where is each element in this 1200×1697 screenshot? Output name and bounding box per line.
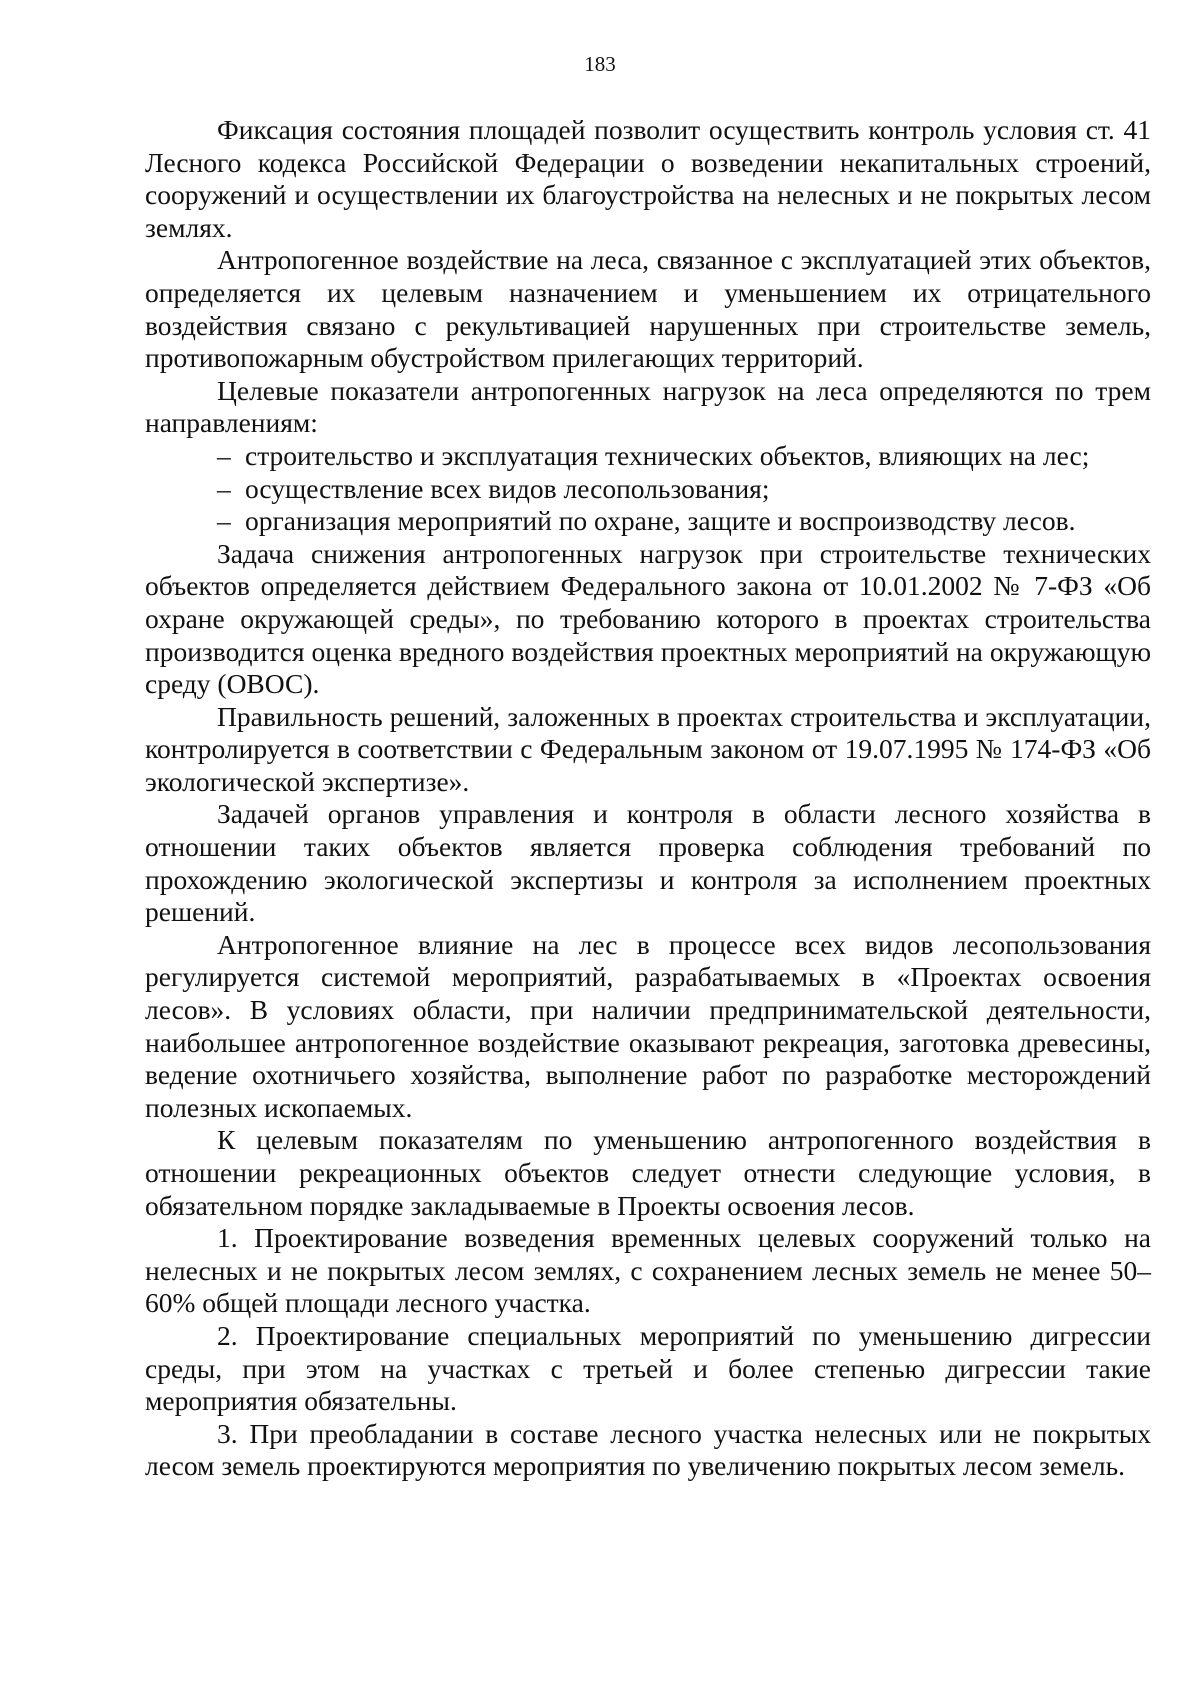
list-dash: – xyxy=(217,505,231,537)
page-content xyxy=(145,114,1151,1483)
paragraph: 2. Проектирование специальных мероприятий по уменьшению дигрессии среды, при этом на участках с третьей и более степенью дигрессии такие мероприятия обязательны. xyxy=(145,1319,1151,1417)
paragraph: Целевые показатели антропогенных нагрузок на леса определяются по трем направлениям: xyxy=(145,374,1151,439)
paragraph: 3. При преобладании в составе лесного участка нелесных или не покрытых лесом земель проектируются мероприятия по увеличению покрытых лесом земель. xyxy=(145,1417,1151,1482)
paragraph: 1. Проектирование возведения временных целевых сооружений только на нелесных и не покрытых лесом землях, с сохранением лесных земель не менее 50–60% общей площади лесного участка. xyxy=(145,1222,1151,1319)
list-item xyxy=(145,440,1151,473)
list-dash: – xyxy=(217,439,231,471)
list-item xyxy=(145,473,1151,506)
directions-list xyxy=(145,440,1151,538)
paragraph: Задача снижения антропогенных нагрузок при строительстве технических объектов определяется действием Федерального закона от 10.01.2002 № 7-ФЗ «Об охране окружающей среды», по требованию которого в проектах строительства производится оценка вредного воздействия проектных мероприятий на окружающую среду (ОВОС). xyxy=(145,537,1151,700)
paragraph: Правильность решений, заложенных в проектах строительства и эксплуатации, контролируется в соответствии с Федеральным законом от 19.07.1995 № 174-ФЗ «Об экологической экспертизе». xyxy=(145,700,1151,797)
paragraph: Антропогенное воздействие на леса, связанное с эксплуатацией этих объектов, определяется их целевым назначением и уменьшением их отрицательного воздействия связано с рекультивацией нарушенных при строительстве земель, противопожарным обустройством прилегающих территорий. xyxy=(145,244,1151,374)
list-item-text: организация мероприятий по охране, защите и воспроизводству лесов. xyxy=(245,505,1076,537)
list-item-text: строительство и эксплуатация технических объектов, влияющих на лес; xyxy=(245,439,1090,471)
list-item xyxy=(145,505,1151,538)
list-dash: – xyxy=(217,472,231,504)
list-item-text: осуществление всех видов лесопользования; xyxy=(245,472,770,504)
paragraph: Фиксация состояния площадей позволит осуществить контроль условия ст. 41 Лесного кодекса Российской Федерации о возведении некапитальных строений, сооружений и осуществлении их благоустройства на нелесных и не покрытых лесом землях. xyxy=(145,114,1151,243)
paragraph: Задачей органов управления и контроля в области лесного хозяйства в отношении таких объектов является проверка соблюдения требований по прохождению экологической экспертизы и контроля за исполнением проектных решений. xyxy=(145,798,1151,928)
paragraph: К целевым показателям по уменьшению антропогенного воздействия в отношении рекреационных объектов следует отнести следующие условия, в обязательном порядке закладываемые в Проекты освоения лесов. xyxy=(145,1124,1151,1221)
page-number: 183 xyxy=(584,52,616,76)
paragraph: Антропогенное влияние на лес в процессе всех видов лесопользования регулируется системой мероприятий, разрабатываемых в «Проектах освоения лесов». В условиях области, при наличии предпринимательской деятельности, наибольшее антропогенное воздействие оказывают рекреация, заготовка древесины, ведение охотничьего хозяйства, выполнение работ по разработке месторождений полезных ископаемых. xyxy=(145,928,1151,1123)
